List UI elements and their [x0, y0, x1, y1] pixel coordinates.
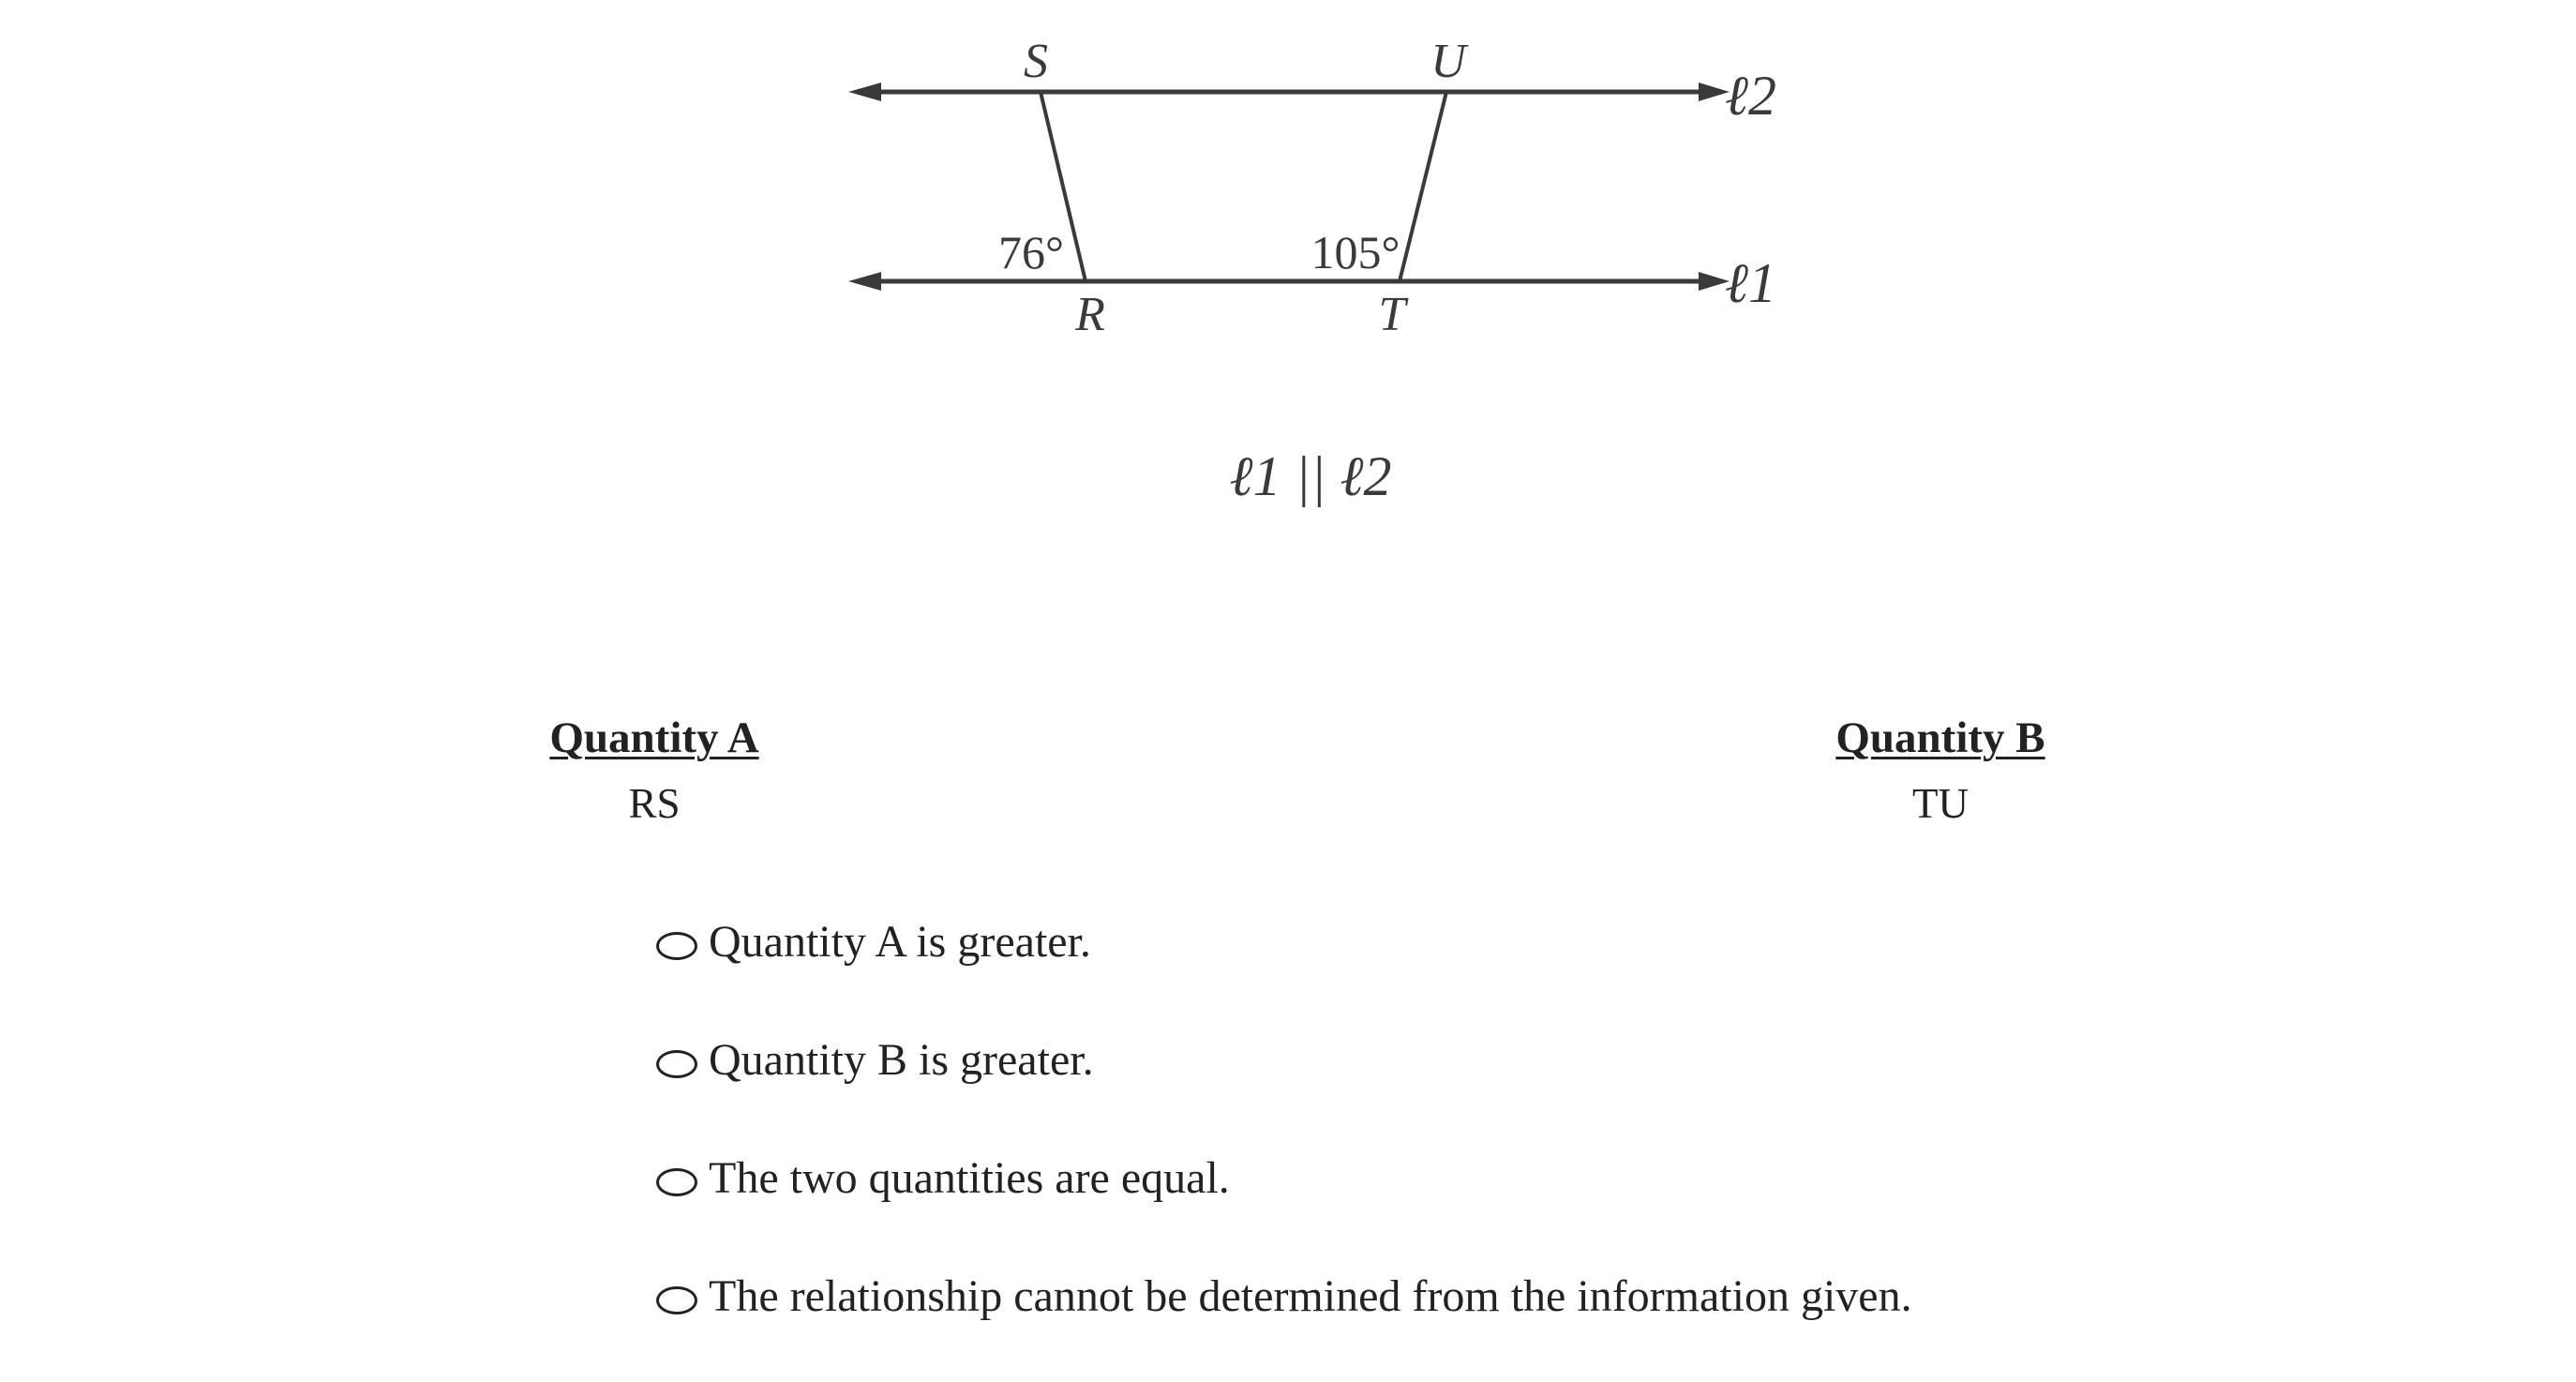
option-label[interactable]: The two quantities are equal. — [709, 1153, 1230, 1203]
line-l1 — [848, 272, 1730, 291]
radio-button[interactable] — [656, 1286, 697, 1314]
option-b-greater[interactable] — [656, 1028, 1912, 1093]
quantity-a-column — [467, 705, 842, 836]
point-label-u: U — [1430, 35, 1466, 88]
quantity-b-heading: Quantity B — [1835, 714, 2045, 762]
option-label[interactable]: Quantity B is greater. — [709, 1035, 1094, 1085]
geometry-figure — [0, 0, 2576, 581]
line-label-l2: ℓ2 — [1725, 65, 1776, 127]
angle-label-r: 76° — [998, 226, 1064, 278]
quantity-b-value: TU — [1912, 780, 1969, 827]
angle-label-t: 105° — [1310, 226, 1400, 278]
answer-options — [656, 909, 1912, 1382]
radio-button[interactable] — [656, 1168, 697, 1196]
point-label-s: S — [1024, 35, 1048, 88]
radio-button[interactable] — [656, 1050, 697, 1078]
point-label-t: T — [1378, 288, 1406, 341]
parallel-caption: ℓ1 || ℓ2 — [1229, 445, 1392, 507]
option-a-greater[interactable] — [656, 909, 1912, 975]
quantity-b-column — [1753, 705, 2128, 836]
quantity-a-heading: Quantity A — [549, 714, 759, 762]
line-label-l1: ℓ1 — [1725, 252, 1776, 314]
radio-button[interactable] — [656, 932, 697, 960]
line-l2 — [848, 83, 1730, 101]
segment-tu — [1400, 92, 1446, 281]
option-label[interactable]: The relationship cannot be determined from the information given. — [709, 1271, 1912, 1321]
option-equal[interactable] — [656, 1146, 1912, 1211]
option-label[interactable]: Quantity A is greater. — [709, 917, 1091, 967]
option-cannot-determine[interactable] — [656, 1264, 1912, 1329]
quantity-a-value: RS — [628, 780, 681, 827]
point-label-r: R — [1075, 288, 1105, 341]
